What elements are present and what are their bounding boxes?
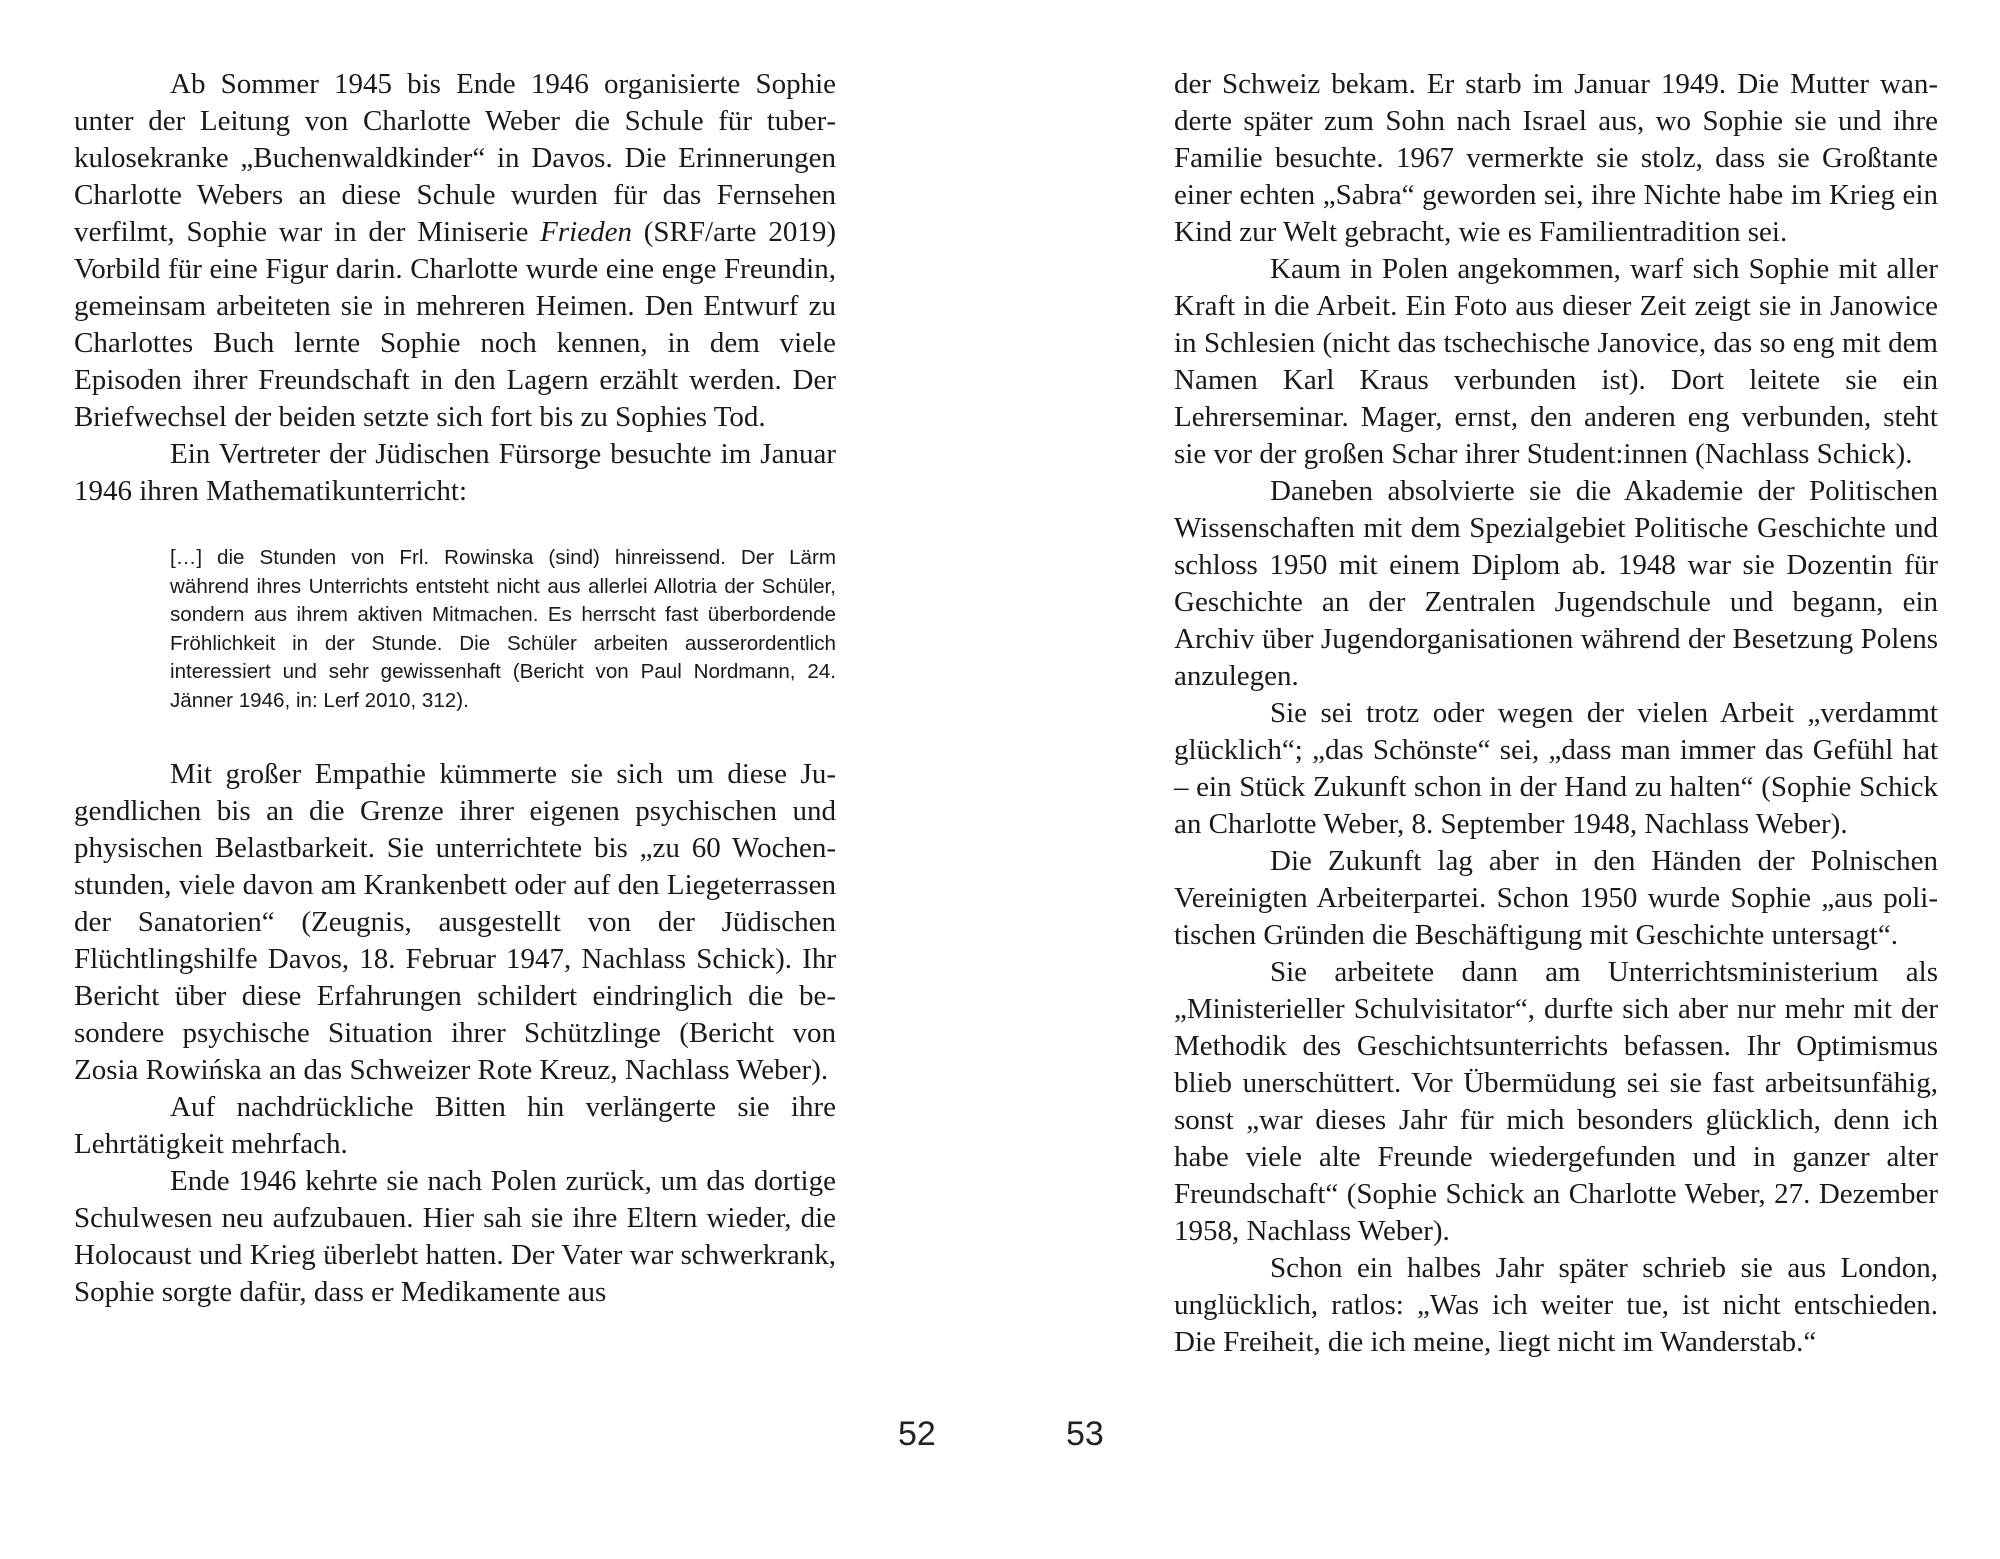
paragraph-8: Daneben absolvierte sie die Akademie der Politischen Wissenschaften mit dem Spezialgebiet Politische Geschichte und schloss 1950 mit einem Diplom ab. 1948 war sie Dozentin für Geschichte an der Zentralen Jugendschule und begann, ein Archiv über Jugendorganisationen während der Besetzung Polens anzulegen. bbox=[1174, 475, 1938, 692]
right-page bbox=[1174, 66, 1938, 1361]
block-quote: […] die Stunden von Frl. Rowinska (sind) hinreissend. Der Lärm während ihres Unterrichts entsteht nicht aus allerlei Allotria der Schüler, sondern aus ihrem aktiven Mitmachen. Es herrscht fast überbordende Fröhlichkeit in der Stunde. Die Schüler arbeiten ausserordentlich interessiert und sehr gewissenhaft (Bericht von Paul Nordmann, 24. Jänner 1946, in: Lerf 2010, 312). bbox=[170, 546, 836, 712]
paragraph-7: Kaum in Polen angekommen, warf sich Sophie mit aller Kraft in die Arbeit. Ein Foto aus dieser Zeit zeigt sie in Janowice in Schlesien (nicht das tschechische Janovice, das so eng mit dem Namen Karl Kraus verbunden ist). Dort leitete sie ein Lehrerseminar. Mager, ernst, den anderen eng verbunden, steht sie vor der großen Schar ihrer Student:innen (Nachlass Schick). bbox=[1174, 253, 1938, 470]
paragraph-1-italic-title: Frieden bbox=[540, 216, 632, 248]
paragraph-12: Schon ein halbes Jahr später schrieb sie aus London, unglücklich, ratlos: „Was ich weiter tue, ist nicht entschieden. Die Freiheit, die ich meine, liegt nicht im Wanderstab.“ bbox=[1174, 1252, 1938, 1358]
paragraph-5: Ende 1946 kehrte sie nach Polen zurück, um das dortige Schulwesen neu aufzubauen. Hier sah sie ihre Eltern wieder, die Holocaust und Krieg überlebt hatten. Der Vater war schwerkrank, Sophie sorgte dafür, dass er Medikamente aus bbox=[74, 1164, 836, 1308]
page-number-left: 52 bbox=[898, 1415, 936, 1453]
page-number-right: 53 bbox=[1066, 1415, 1104, 1453]
paragraph-1-text-a: Ab Sommer 1945 bis Ende 1946 organisierte Sophie unter der Leitung von Charlotte Weber die Schule für tuberkulosekranke „Buchenwaldkinder“ in Davos. Die Erinnerungen Charlotte Webers an diese Schule wurden für das Fernsehen verfilmt, Sophie war in der Miniserie bbox=[74, 68, 836, 248]
paragraph-3: Mit großer Empathie kümmerte sie sich um diese Jugendlichen bis an die Grenze ihrer eigenen psychischen und physischen Belastbarkeit. Sie unterrichtete bis „zu 60 Wochenstunden, viele davon am Krankenbett oder auf den Liegeterrassen der Sanatorien“ (Zeugnis, ausgestellt von der Jüdischen Flüchtlingshilfe Davos, 18. Februar 1947, Nachlass Schick). Ihr Bericht über diese Erfahrungen schildert eindringlich die besondere psychische Situation ihrer Schützlinge (Bericht von Zosia Rowińska an das Schweizer Rote Kreuz, Nachlass Weber). bbox=[74, 757, 836, 1086]
paragraph-1 bbox=[74, 66, 836, 436]
paragraph-4: Auf nachdrückliche Bitten hin verlängerte sie ihre Lehrtätigkeit mehrfach. bbox=[74, 1090, 836, 1160]
paragraph-9: Sie sei trotz oder wegen der vielen Arbeit „verdammt glücklich“; „das Schönste“ sei, „dass man immer das Gefühl hat – ein Stück Zukunft schon in der Hand zu halten“ (Sophie Schick an Charlotte Weber, 8. September 1948, Nachlass Weber). bbox=[1174, 697, 1938, 840]
paragraph-10: Die Zukunft lag aber in den Händen der Polnischen Vereinigten Arbeiterpartei. Schon 1950 wurde Sophie „aus politischen Gründen die Beschäftigung mit Geschichte untersagt“. bbox=[1174, 845, 1938, 951]
left-page bbox=[74, 66, 836, 1311]
paragraph-11: Sie arbeitete dann am Unterrichtsministerium als „Ministerieller Schulvisitator“, durfte sich aber nur mehr mit der Methodik des Geschichtsunterrichts befassen. Ihr Optimismus blieb unerschüttert. Vor Übermüdung sei sie fast arbeitsunfähig, sonst „war dieses Jahr für mich besonders glücklich, denn ich habe viele alte Freunde wiedergefunden und in ganzer alter Freundschaft“ (Sophie Schick an Charlotte Weber, 27. Dezember 1958, Nachlass Weber). bbox=[1174, 956, 1938, 1247]
paragraph-1-text-b: (SRF/arte 2019) Vorbild für eine Figur darin. Charlotte wurde eine enge Freundin, gemeinsam arbeiteten sie in mehreren Heimen. Den Entwurf zu Charlottes Buch lernte Sophie noch kennen, in dem viele Episoden ihrer Freundschaft in den Lagern erzählt werden. Der Briefwechsel der beiden setzte sich fort bis zu Sophies Tod. bbox=[74, 216, 836, 433]
paragraph-6: der Schweiz bekam. Er starb im Januar 1949. Die Mutter wanderte später zum Sohn nach Israel aus, wo Sophie sie und ihre Familie besuchte. 1967 vermerkte sie stolz, dass sie Großtante einer echten „Sabra“ geworden sei, ihre Nichte habe im Krieg ein Kind zur Welt gebracht, wie es Familientradition sei. bbox=[1174, 68, 1938, 248]
paragraph-2: Ein Vertreter der Jüdischen Fürsorge besuchte im Januar 1946 ihren Mathematikunterricht: bbox=[74, 438, 836, 507]
